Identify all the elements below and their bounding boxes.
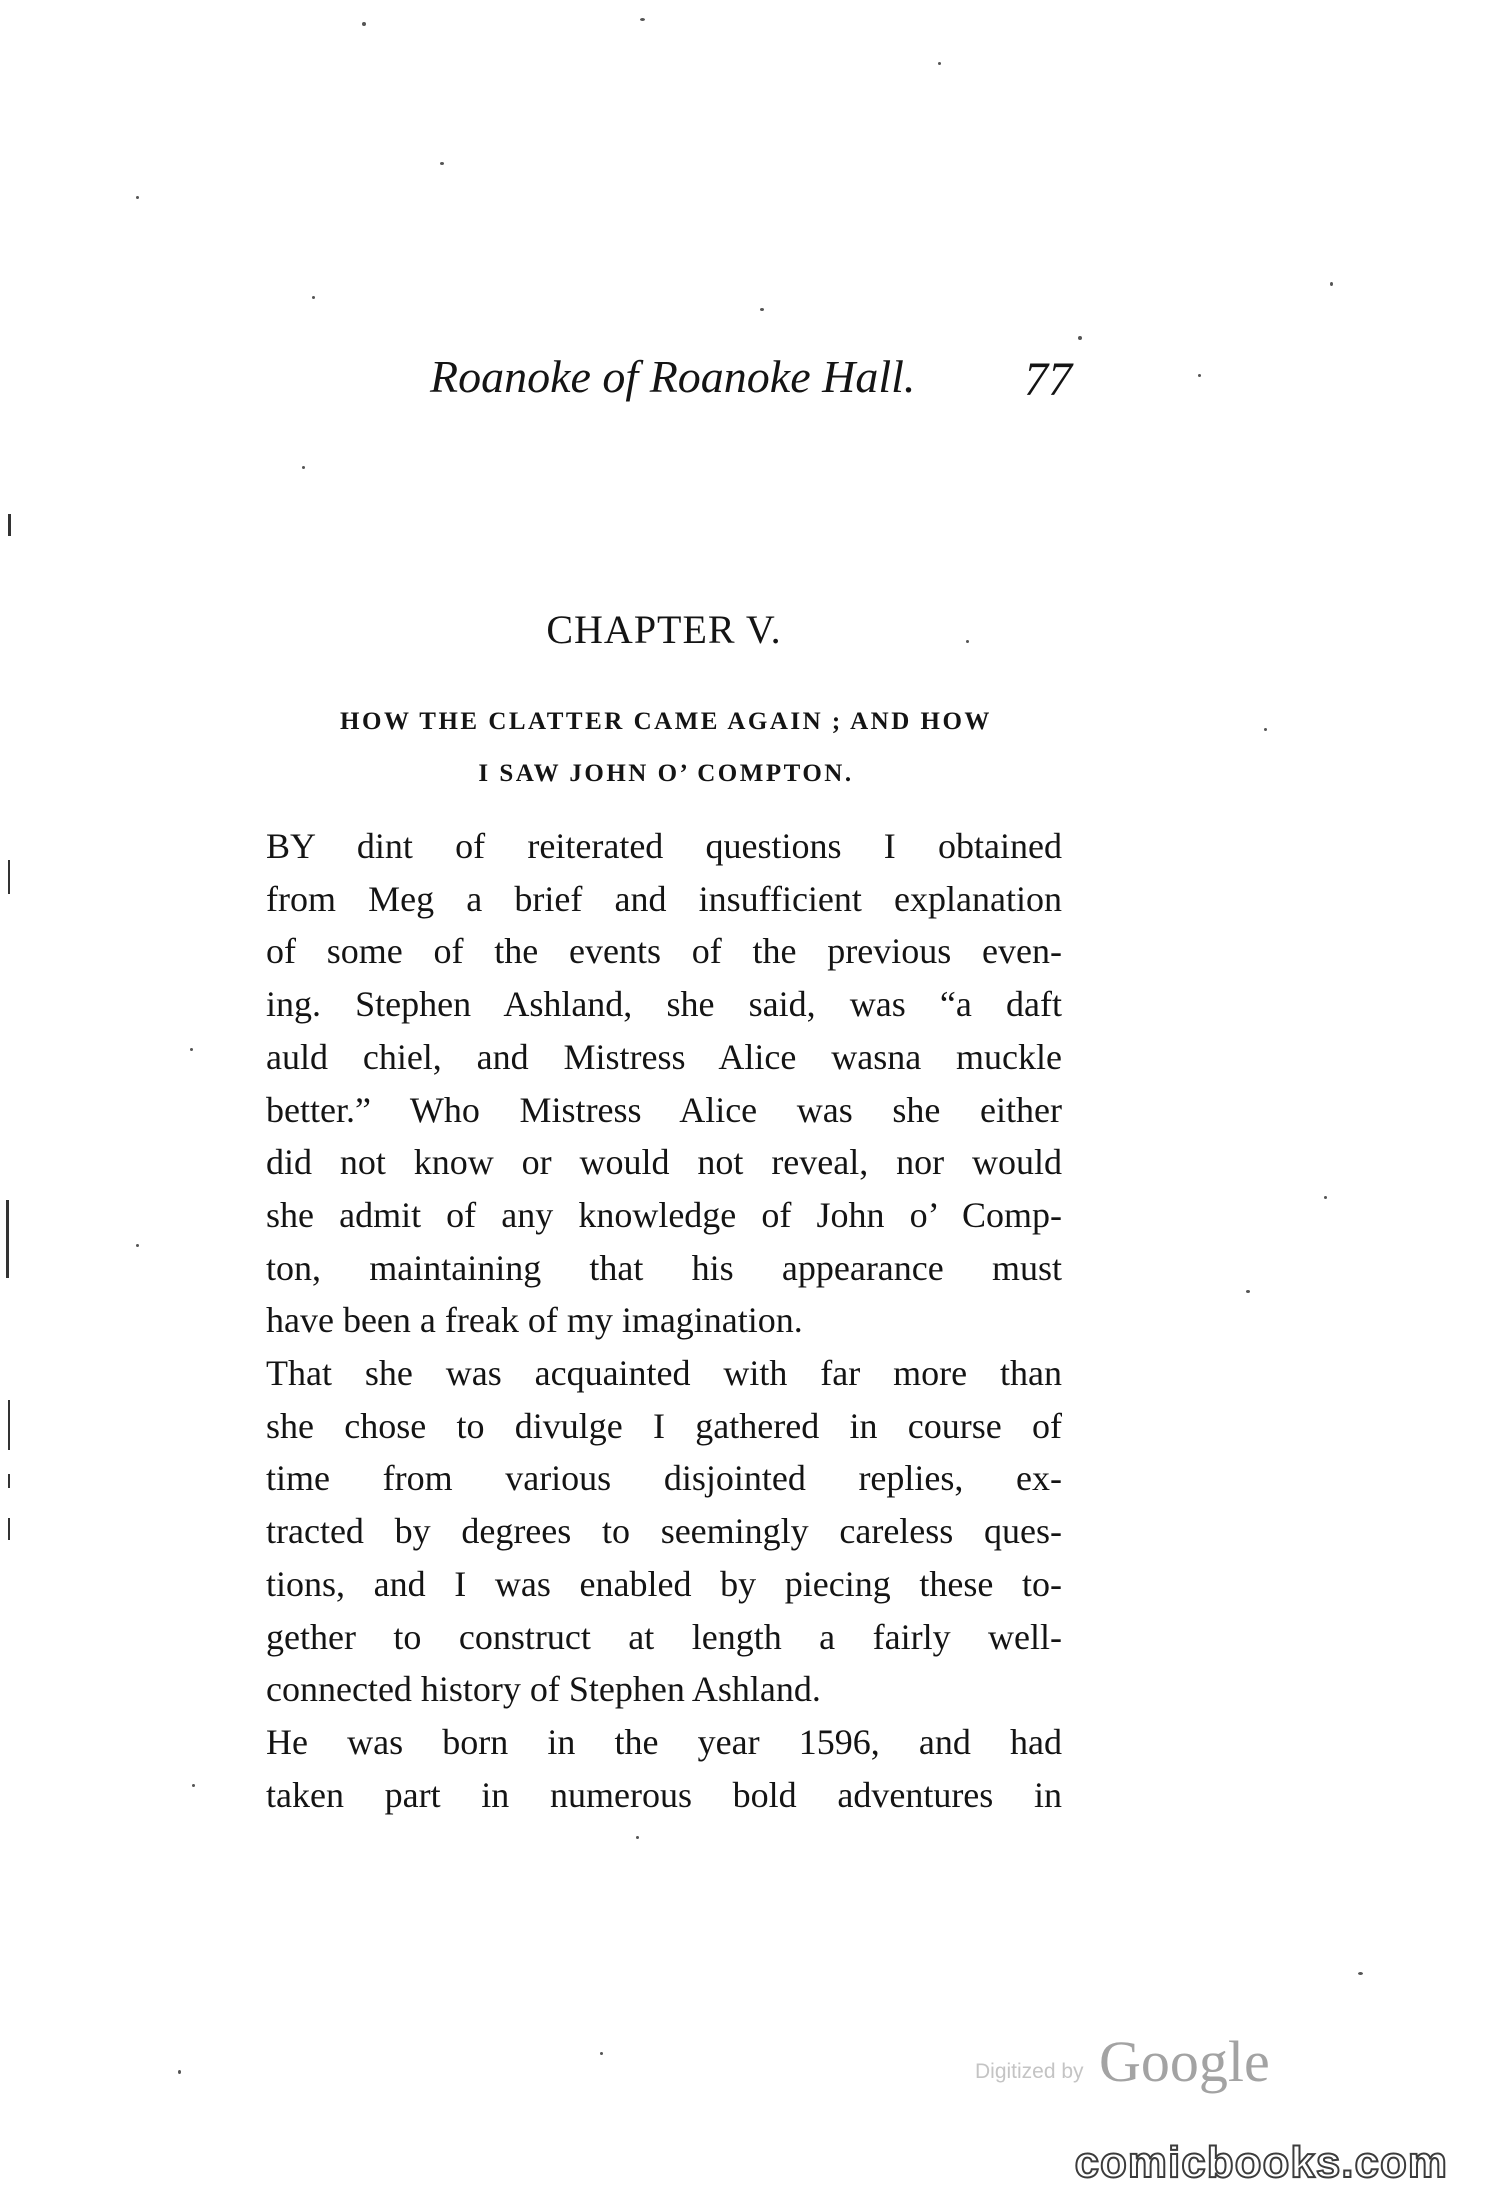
text-line: tions, and I was enabled by piecing these to- <box>266 1563 1062 1604</box>
scan-speck <box>1078 336 1082 340</box>
scan-speck <box>1264 728 1267 731</box>
google-logo: Google <box>1099 2029 1270 2094</box>
chapter-subtitle <box>266 696 1066 800</box>
text-line: auld chiel, and Mistress Alice wasna muckle <box>266 1036 1062 1077</box>
text-line: did not know or would not reveal, nor would <box>266 1142 1062 1183</box>
text-line: BY dint of reiterated questions I obtained <box>266 826 1062 866</box>
text-line: ton, maintaining that his appearance must <box>266 1247 1062 1288</box>
text-line: from Meg a brief and insufficient explanation <box>266 878 1062 919</box>
scan-speck <box>190 1048 193 1051</box>
text-line: taken part in numerous bold adventures in <box>266 1774 1062 1815</box>
margin-mark <box>8 514 11 536</box>
page-number: 77 <box>1024 353 1072 406</box>
scan-speck <box>136 196 139 199</box>
chapter-subtitle-line: HOW THE CLATTER CAME AGAIN ; AND HOW <box>340 708 992 735</box>
chapter-heading: CHAPTER V. <box>546 607 782 652</box>
scan-speck <box>440 162 444 165</box>
text-line: tracted by degrees to seemingly careless ques- <box>266 1511 1062 1552</box>
text-line: gether to construct at length a fairly well- <box>266 1616 1062 1657</box>
scan-speck <box>1246 1290 1250 1293</box>
chapter-subtitle-line: I SAW JOHN O’ COMPTON. <box>478 760 854 787</box>
text-line: time from various disjointed replies, ex- <box>266 1458 1062 1499</box>
text-line: she chose to divulge I gathered in course of <box>266 1405 1062 1446</box>
scan-speck <box>1358 1972 1363 1975</box>
scan-speck <box>302 466 305 469</box>
scan-speck <box>1198 374 1201 377</box>
google-watermark <box>975 2028 1295 2098</box>
scan-speck <box>636 1836 639 1839</box>
text-line: she admit of any knowledge of John o’ Comp- <box>266 1194 1062 1235</box>
text-line: He was born in the year 1596, and had <box>266 1721 1062 1762</box>
scan-speck <box>640 18 645 21</box>
text-line: better.” Who Mistress Alice was she either <box>266 1089 1062 1130</box>
text-line: connected history of Stephen Ashland. <box>266 1669 821 1710</box>
margin-mark <box>8 1474 10 1488</box>
scan-speck <box>362 22 366 26</box>
text-line: have been a freak of my imagination. <box>266 1300 803 1341</box>
digitized-by-label: Digitized by <box>975 2060 1084 2083</box>
scan-speck <box>760 308 764 311</box>
site-watermark <box>1074 2138 1452 2194</box>
body-text <box>266 820 1062 1821</box>
margin-mark <box>6 1200 9 1278</box>
scan-speck <box>1324 1196 1327 1199</box>
running-head <box>420 350 1072 410</box>
running-title: Roanoke of Roanoke Hall. <box>430 351 916 402</box>
margin-mark <box>8 1518 10 1540</box>
text-line: ing. Stephen Ashland, she said, was “a daft <box>266 984 1062 1025</box>
scan-speck <box>312 296 315 299</box>
scan-speck <box>192 1784 195 1787</box>
scan-speck <box>938 62 941 65</box>
text-line: of some of the events of the previous even- <box>266 931 1062 972</box>
margin-mark <box>8 860 10 894</box>
scan-speck <box>1330 282 1333 286</box>
scan-speck <box>178 2070 181 2074</box>
scan-speck <box>136 1244 139 1247</box>
text-line: That she was acquainted with far more than <box>266 1353 1062 1394</box>
margin-mark <box>8 1400 10 1450</box>
scan-speck <box>600 2052 603 2055</box>
site-watermark-text: comicbooks.com <box>1074 2138 1448 2187</box>
